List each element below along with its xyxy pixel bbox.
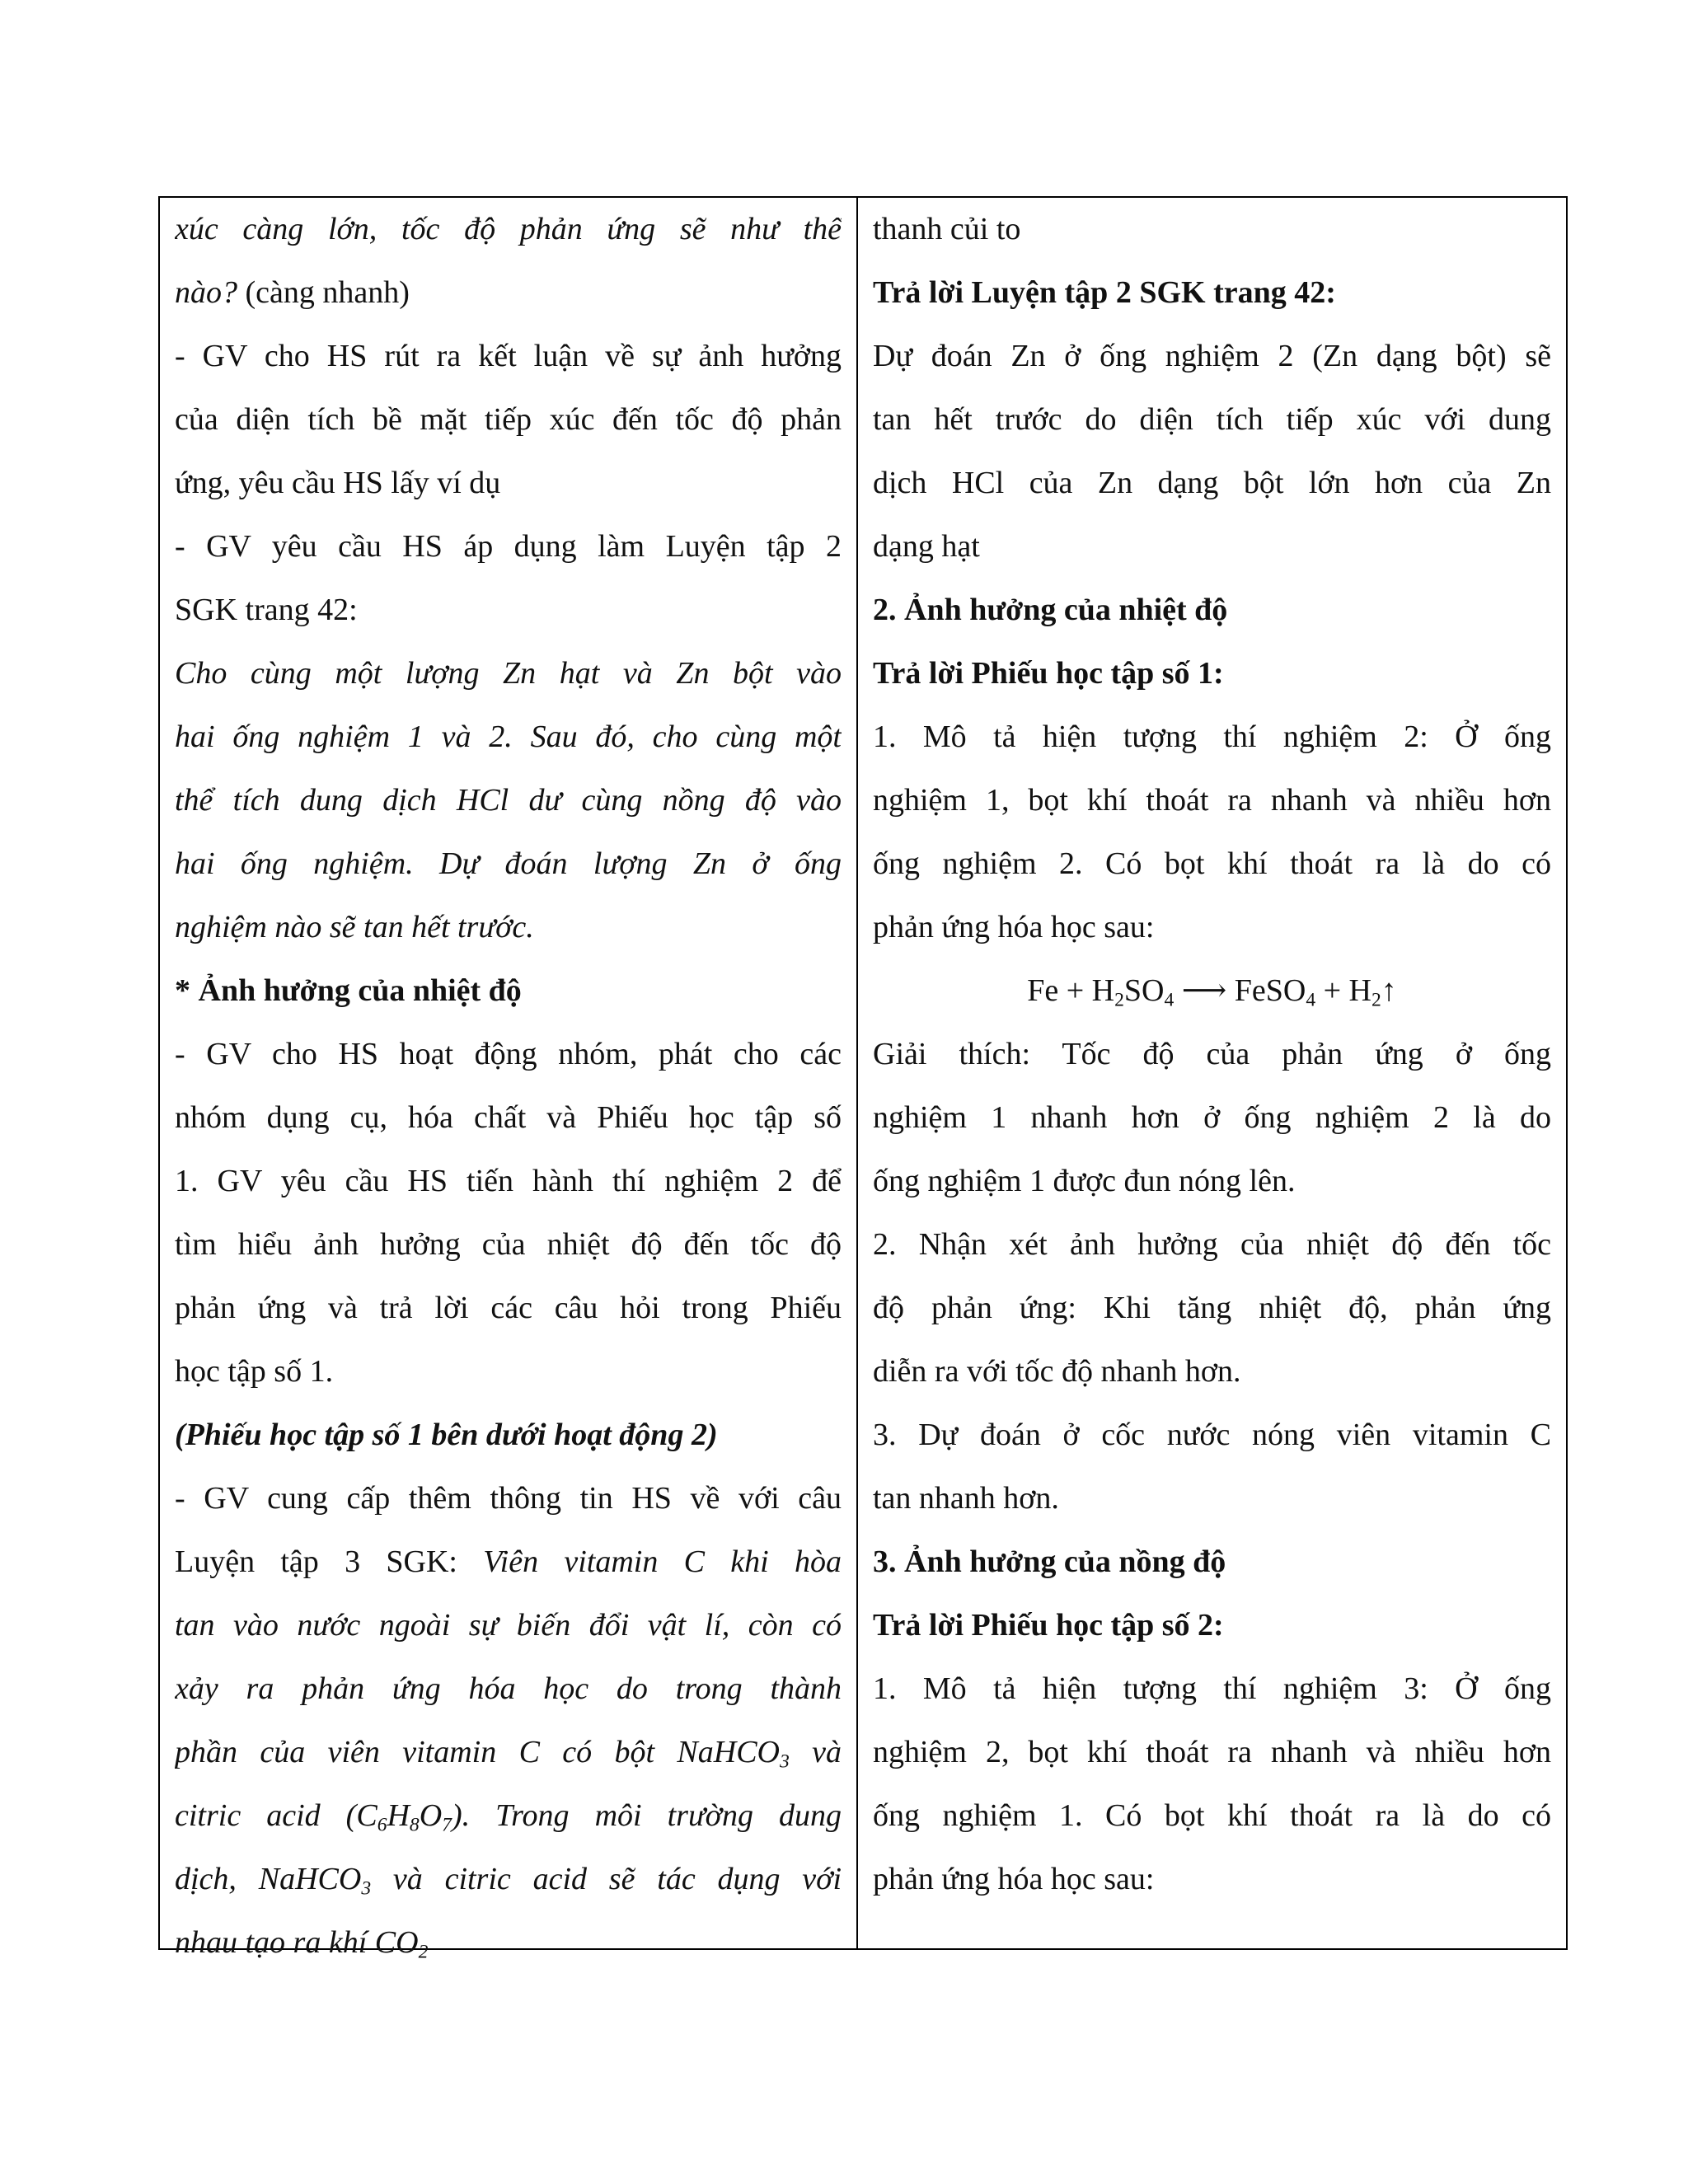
text-line: - GV cung cấp thêm thông tin HS về với câu — [175, 1481, 842, 1516]
text-line: Cho cùng một lượng Zn hạt và Zn bột vào — [175, 656, 842, 691]
text-line: của diện tích bề mặt tiếp xúc đến tốc độ phản — [175, 402, 842, 437]
text-line: ống nghiệm 2. Có bọt khí thoát ra là do có — [873, 846, 1551, 881]
text-line: - GV cho HS hoạt động nhóm, phát cho các — [175, 1037, 842, 1071]
section-heading: 3. Ảnh hưởng của nồng độ — [873, 1544, 1226, 1579]
section-heading: * Ảnh hưởng của nhiệt độ — [175, 973, 522, 1008]
text-line: nhóm dụng cụ, hóa chất và Phiếu học tập số — [175, 1100, 842, 1135]
question-text: nào? — [175, 275, 237, 310]
text-line: tan hết trước do diện tích tiếp xúc với dung — [873, 402, 1551, 437]
answer-heading: Trả lời Luyện tập 2 SGK trang 42: — [873, 275, 1336, 310]
text-segment: H — [387, 1798, 410, 1833]
teacher-activity-column — [160, 198, 858, 1963]
subscript: 8 — [409, 1814, 420, 1836]
text-line: SGK trang 42: — [175, 593, 358, 627]
text-segment: ⟶ FeSO — [1174, 973, 1306, 1008]
subscript: 7 — [442, 1814, 452, 1836]
text-line: Giải thích: Tốc độ của phản ứng ở ống — [873, 1037, 1551, 1071]
text-segment: Fe + H — [1027, 973, 1115, 1008]
text-line: 1. Mô tả hiện tượng thí nghiệm 3: Ở ống — [873, 1671, 1551, 1706]
text-segment: + H — [1315, 973, 1372, 1008]
text-line: dịch HCl của Zn dạng bột lớn hơn của Zn — [873, 466, 1551, 500]
text-line: phản ứng hóa học sau: — [873, 910, 1155, 944]
text-segment: ). Trong môi trường dung — [451, 1798, 842, 1833]
text-segment: SO — [1123, 973, 1165, 1008]
answer-heading: Trả lời Phiếu học tập số 1: — [873, 656, 1224, 691]
text-line: ứng, yêu cầu HS lấy ví dụ — [175, 466, 501, 500]
text-line: nghiệm 1, bọt khí thoát ra nhanh và nhiều hơn — [873, 783, 1551, 818]
text-line: hai ống nghiệm. Dự đoán lượng Zn ở ống — [175, 846, 842, 881]
text-line: nghiệm nào sẽ tan hết trước. — [175, 910, 534, 944]
answer-heading: Trả lời Phiếu học tập số 2: — [873, 1608, 1224, 1643]
text-line: phản ứng và trả lời các câu hỏi trong Phiếu — [175, 1291, 842, 1325]
text-line: 2. Nhận xét ảnh hưởng của nhiệt độ đến tốc — [873, 1227, 1551, 1262]
text-line: nghiệm 1 nhanh hơn ở ống nghiệm 2 là do — [873, 1100, 1551, 1135]
text-segment: và citric acid sẽ tác dụng với — [371, 1862, 842, 1896]
chemical-equation — [873, 959, 1551, 1023]
text-segment: nhau tạo ra khí CO — [175, 1925, 419, 1960]
text-line: ống nghiệm 1. Có bọt khí thoát ra là do có — [873, 1798, 1551, 1833]
lesson-table — [158, 196, 1568, 1963]
text-line — [175, 261, 842, 325]
text-line: diễn ra với tốc độ nhanh hơn. — [873, 1354, 1241, 1389]
subscript: 6 — [377, 1814, 387, 1836]
text-line: thể tích dung dịch HCl dư cùng nồng độ vào — [175, 783, 842, 818]
text-line: dạng hạt — [873, 529, 980, 564]
text-line: tan nhanh hơn. — [873, 1481, 1059, 1516]
text-line: phản ứng hóa học sau: — [873, 1862, 1155, 1896]
text-segment: phần của viên vitamin C có bột NaHCO — [175, 1735, 780, 1769]
text-segment: citric acid (C — [175, 1798, 377, 1833]
text-segment: dịch, NaHCO — [175, 1862, 362, 1896]
subscript: 2 — [1371, 989, 1381, 1011]
text-segment: Luyện tập 3 SGK: — [175, 1544, 484, 1579]
text-line: Dự đoán Zn ở ống nghiệm 2 (Zn dạng bột) sẽ — [873, 339, 1551, 373]
text-line: tìm hiểu ảnh hưởng của nhiệt độ đến tốc độ — [175, 1227, 842, 1262]
subscript: 3 — [361, 1877, 372, 1900]
answer-text: (càng nhanh) — [237, 275, 410, 310]
student-activity-column — [858, 198, 1566, 1948]
text-line: 1. GV yêu cầu HS tiến hành thí nghiệm 2 để — [175, 1164, 842, 1198]
text-line: ống nghiệm 1 được đun nóng lên. — [873, 1164, 1296, 1198]
text-line — [175, 1784, 842, 1848]
subscript: 2 — [418, 1941, 429, 1963]
text-line: - GV yêu cầu HS áp dụng làm Luyện tập 2 — [175, 529, 842, 564]
text-line — [175, 1721, 842, 1784]
text-line — [175, 1848, 842, 1911]
text-segment: Viên vitamin C khi hòa — [483, 1544, 842, 1579]
text-line: xúc càng lớn, tốc độ phản ứng sẽ như thế — [175, 212, 842, 246]
subscript: 4 — [1306, 989, 1316, 1011]
subscript: 3 — [780, 1750, 790, 1773]
text-line: xảy ra phản ứng hóa học do trong thành — [175, 1671, 842, 1706]
gas-arrow-icon: ↑ — [1381, 973, 1397, 1008]
text-line: 3. Dự đoán ở cốc nước nóng viên vitamin C — [873, 1418, 1551, 1452]
text-line: 1. Mô tả hiện tượng thí nghiệm 2: Ở ống — [873, 719, 1551, 754]
text-line — [175, 1911, 842, 1975]
text-segment: O — [419, 1798, 443, 1833]
text-line: học tập số 1. — [175, 1354, 334, 1389]
section-heading: 2. Ảnh hưởng của nhiệt độ — [873, 593, 1228, 627]
text-line: hai ống nghiệm 1 và 2. Sau đó, cho cùng một — [175, 719, 842, 754]
text-line: tan vào nước ngoài sự biến đổi vật lí, còn có — [175, 1608, 842, 1643]
text-segment: và — [789, 1735, 842, 1769]
subscript: 2 — [1114, 989, 1124, 1011]
text-line — [175, 1530, 842, 1594]
text-line: thanh củi to — [873, 212, 1021, 246]
text-line: - GV cho HS rút ra kết luận về sự ảnh hưởng — [175, 339, 842, 373]
text-line: nghiệm 2, bọt khí thoát ra nhanh và nhiều hơn — [873, 1735, 1551, 1769]
note-line: (Phiếu học tập số 1 bên dưới hoạt động 2) — [175, 1418, 718, 1452]
subscript: 4 — [1164, 989, 1175, 1011]
text-line: độ phản ứng: Khi tăng nhiệt độ, phản ứng — [873, 1291, 1551, 1325]
